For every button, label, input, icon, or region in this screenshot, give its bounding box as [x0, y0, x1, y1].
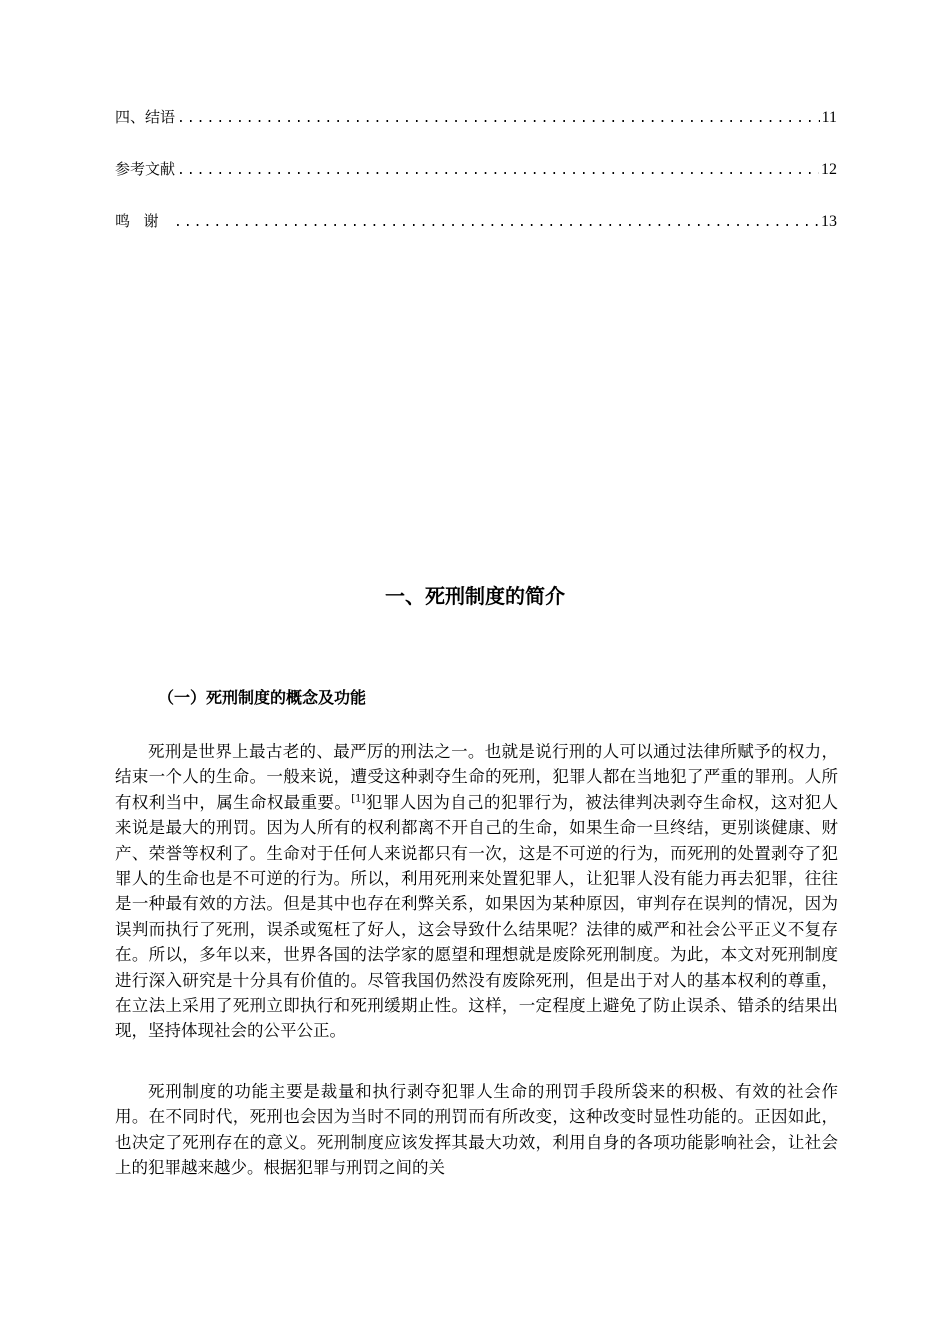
- toc-entry-acknowledgements[interactable]: [115, 210, 837, 262]
- citation-marker[interactable]: [1]: [351, 793, 366, 805]
- table-of-contents: [115, 106, 837, 262]
- toc-leader-dots: [174, 215, 819, 230]
- toc-leader-dots: [177, 111, 820, 126]
- paragraph-text: 犯罪人因为自己的犯罪行为，被法律判决剥夺生命权，这对犯人来说是最大的刑罚。因为人所有的权利都离不开自己的生命，如果生命一旦终结，更别谈健康、财产、荣誉等权利了。生命对于任何人来说都只有一次，这是不可逆的行为，而死刑的处置剥夺了犯罪人的生命也是不可逆的行为。所以，利用死刑来处置犯罪人，让犯罪人没有能力再去犯罪，往往是一种最有效的方法。但是其中也存在利弊关系，如果因为某种原因，审判存在误判的情况，因为误判而执行了死刑，误杀或冤枉了好人，这会导致什么结果呢？法律的威严和社会公平正义不复存在。所以，多年以来，世界各国的法学家的愿望和理想就是废除死刑制度。为此，本文对死刑制度进行深入研究是十分具有价值的。尽管我国仍然没有废除死刑，但是出于对人的基本权利的尊重，在立法上采用了死刑立即执行和死刑缓期止性。这样，一定程度上避免了防止误杀、错杀的结果出现，坚持体现社会的公平公正。: [115, 792, 839, 1041]
- body-paragraph-2: 死刑制度的功能主要是裁量和执行剥夺犯罪人生命的刑罚手段所袋来的积极、有效的社会作用。在不同时代，死刑也会因为当时不同的刑罚而有所改变，这种改变时显性功能的。正因如此，也决定了死刑存在的意义。死刑制度应该发挥其最大功效，利用自身的各项功能影响社会，让社会上的犯罪越来越少。根据犯罪与刑罚之间的关: [115, 1082, 838, 1178]
- toc-entry-label: 参考文献: [115, 160, 176, 178]
- chapter-heading: 一、死刑制度的简介: [385, 584, 565, 608]
- toc-entry-label: 四、结语: [115, 108, 176, 126]
- toc-entry-page: 13: [821, 213, 837, 230]
- toc-entry-label: 鸣谢: [115, 212, 173, 230]
- toc-entry-references[interactable]: [115, 158, 837, 210]
- toc-entry-page: 11: [821, 109, 837, 126]
- toc-leader-dots: [177, 163, 819, 178]
- paragraph-text: 死刑是世界上最古老的、最严厉的刑法之一。也就是说行刑的人可以通过法律所赋予的权力，结束一个人的生命。一般来说，遭受这种剥夺生命的死刑，犯罪人都在当地犯了严重的罪刑。人所有权利当中，属生命权最重要。: [115, 742, 838, 812]
- section-heading: （一）死刑制度的概念及功能: [158, 688, 367, 707]
- body-paragraph-1: [115, 739, 838, 1044]
- toc-entry-conclusion[interactable]: [115, 106, 837, 158]
- toc-entry-page: 12: [821, 161, 837, 178]
